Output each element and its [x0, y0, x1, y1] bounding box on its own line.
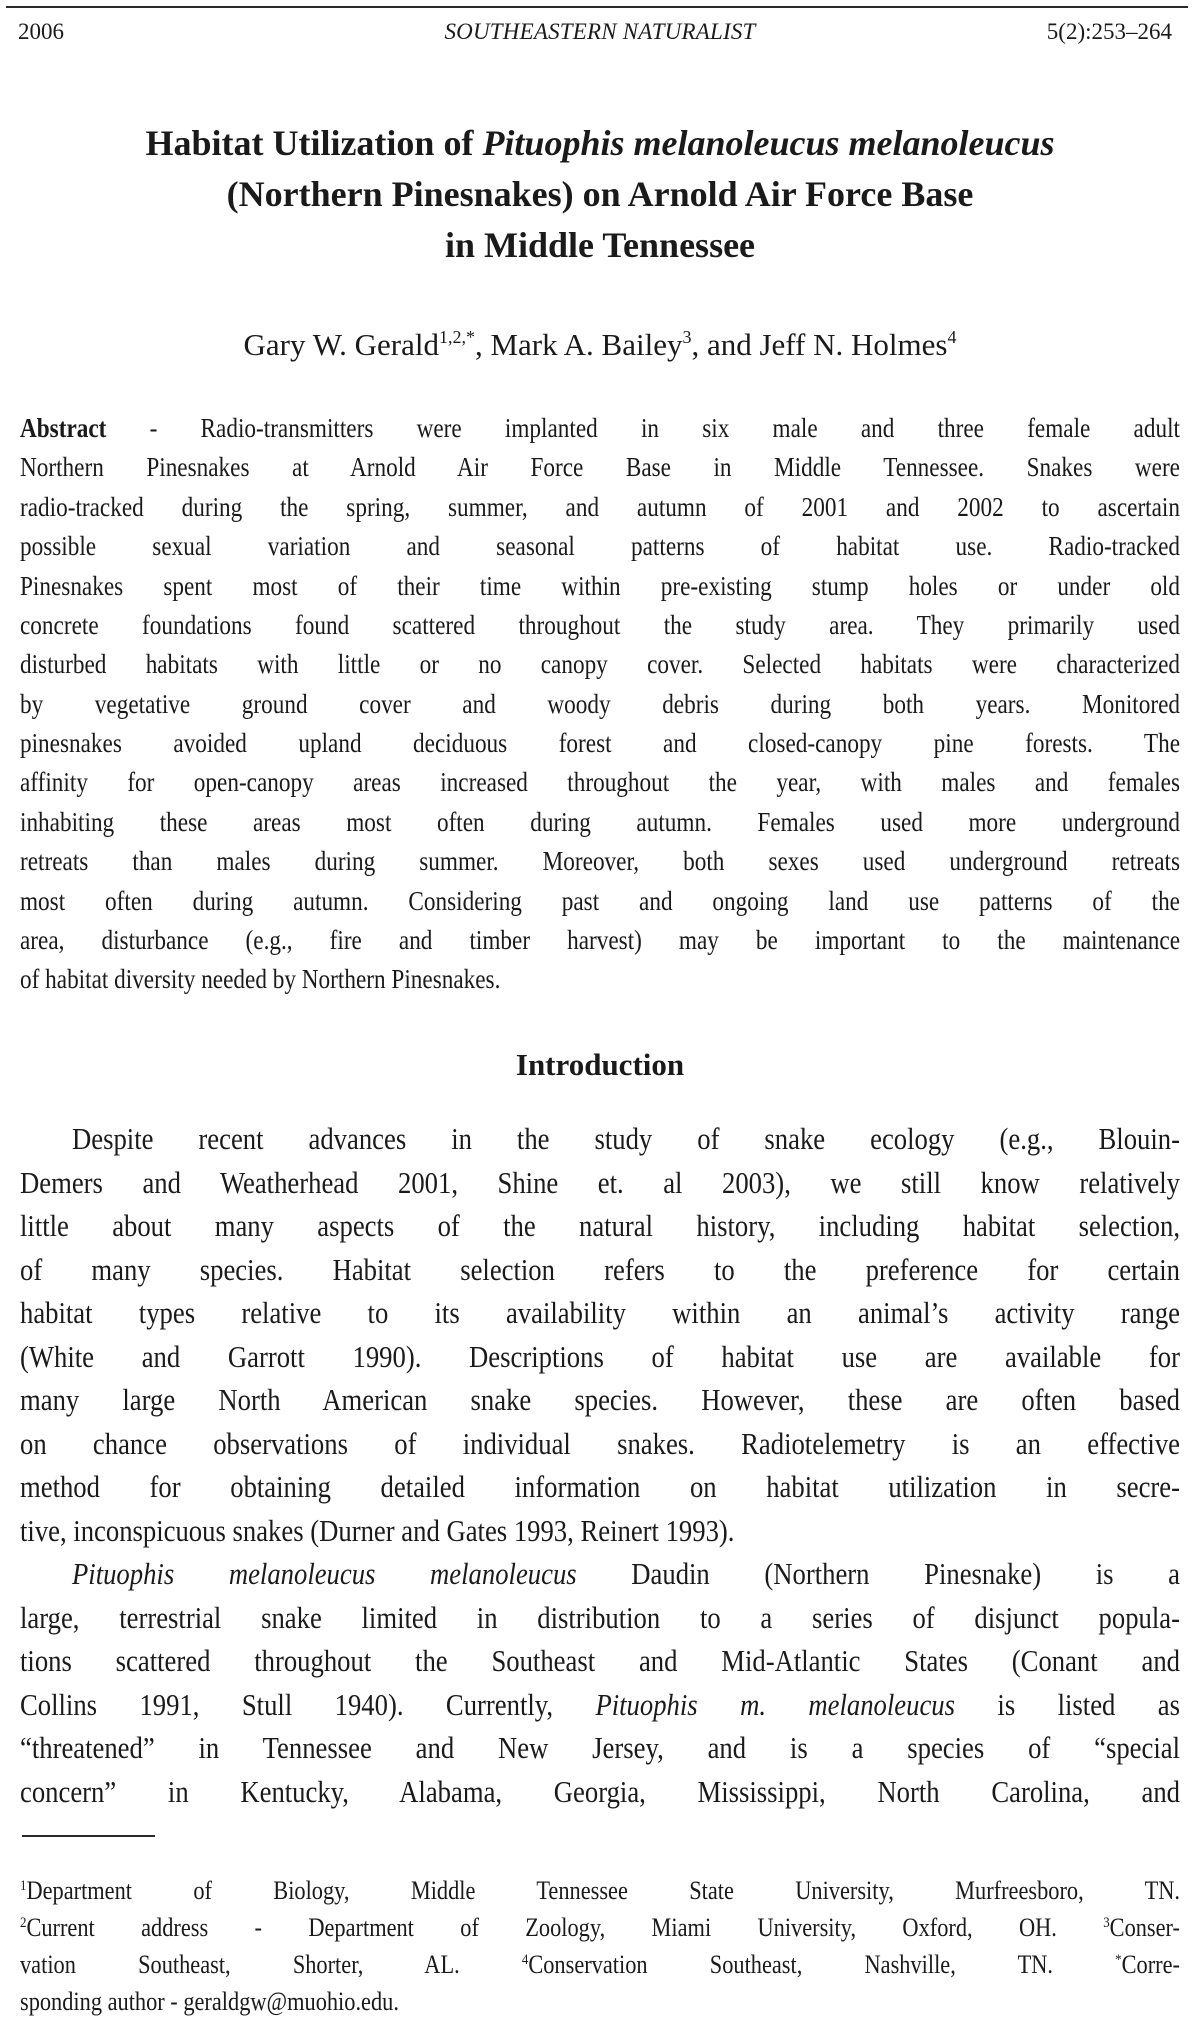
- abstract-text: concrete foundations found scattered throughout the study area. They primarily used: [20, 610, 1180, 640]
- abstract-text: Pinesnakes spent most of their time within pre-existing stump holes or under old: [20, 571, 1180, 601]
- author: [490, 327, 691, 362]
- abstract-line: [20, 567, 1180, 606]
- abstract-text: - Radio-transmitters were implanted in six male and three female adult: [106, 413, 1180, 443]
- author: [244, 327, 475, 362]
- intro-text: Collins 1991, Stull 1940). Currently,: [20, 1687, 596, 1722]
- species-name: Pituophis melanoleucus melanoleucus: [72, 1556, 577, 1591]
- intro-line: [20, 1770, 1180, 1813]
- header-rule: [6, 6, 1188, 8]
- abstract-line: [20, 803, 1180, 842]
- footnote-mark: 4: [521, 1952, 529, 1968]
- footnote-line: [20, 1983, 1180, 2020]
- intro-text: Demers and Weatherhead 2001, Shine et. al 2003), we still know relatively: [20, 1165, 1180, 1200]
- intro-text: tive, inconspicuous snakes (Durner and Gates 1993, Reinert 1993).: [20, 1513, 735, 1548]
- footnote-line: [20, 1872, 1180, 1909]
- author-name: Mark A. Bailey: [490, 327, 683, 362]
- intro-text: on chance observations of individual snakes. Radiotelemetry is an effective: [20, 1426, 1180, 1461]
- intro-line: [20, 1465, 1180, 1508]
- footnote-text: Department of Biology, Middle Tennessee State University, Murfreesboro, TN.: [26, 1876, 1180, 1905]
- intro-text: Daudin (Northern Pinesnake) is a: [576, 1556, 1181, 1591]
- author: [759, 327, 956, 362]
- title-line-2: (Northern Pinesnakes) on Arnold Air Force Base: [226, 174, 974, 214]
- running-head-year: 2006: [18, 19, 64, 44]
- abstract-line: [20, 606, 1180, 645]
- article-title: [0, 118, 1200, 271]
- abstract-text: by vegetative ground cover and woody debris during both years. Monitored: [20, 689, 1180, 719]
- abstract-text: radio-tracked during the spring, summer, and autumn of 2001 and 2002 to ascertain: [20, 492, 1181, 522]
- abstract-text: area, disturbance (e.g., fire and timber harvest) may be important to the maintenance: [20, 925, 1181, 955]
- footnote-line: [20, 1909, 1180, 1946]
- intro-text: many large North American snake species. However, these are often based: [20, 1382, 1181, 1417]
- abstract-text: Northern Pinesnakes at Arnold Air Force Base in Middle Tennessee. Snakes were: [20, 452, 1180, 482]
- species-name: Pituophis m. melanoleucus: [595, 1687, 955, 1722]
- intro-line: [20, 1596, 1180, 1639]
- author-affiliation-mark: 1,2,*: [438, 327, 475, 347]
- intro-line: [20, 1248, 1180, 1291]
- abstract-line: [20, 724, 1180, 763]
- intro-line: [20, 1639, 1180, 1682]
- footnote-mark: *: [1115, 1952, 1122, 1968]
- author-separator: ,: [474, 327, 491, 362]
- abstract-line: [20, 842, 1180, 881]
- title-line-1: [0, 118, 1200, 169]
- abstract-label: Abstract: [20, 413, 107, 443]
- intro-line: [20, 1291, 1180, 1334]
- intro-text: “threatened” in Tennessee and New Jersey, and is a species of “special: [20, 1730, 1180, 1765]
- intro-text: little about many aspects of the natural history, including habitat selection,: [20, 1208, 1180, 1243]
- abstract-text: affinity for open-canopy areas increased throughout the year, with males and females: [20, 767, 1180, 797]
- intro-line: [20, 1683, 1180, 1726]
- abstract-text: inhabiting these areas most often during autumn. Females used more underground: [20, 807, 1181, 837]
- intro-line: [20, 1335, 1180, 1378]
- abstract-line: [20, 448, 1180, 487]
- intro-line: [20, 1378, 1180, 1421]
- footnote-mark: 2: [20, 1915, 27, 1931]
- title-line-3: in Middle Tennessee: [444, 225, 756, 265]
- corresponding-author-email[interactable]: sponding author - geraldgw@muohio.edu.: [20, 1987, 399, 2016]
- footnote-divider: [22, 1835, 155, 1837]
- author-affiliation-mark: 4: [947, 327, 957, 347]
- section-heading-introduction: Introduction: [515, 1047, 685, 1082]
- footnote-mark: 1: [20, 1878, 27, 1894]
- author-list: [0, 325, 1200, 365]
- footnote-line: [20, 1946, 1180, 1983]
- intro-line: [20, 1509, 1180, 1552]
- abstract-line: [20, 645, 1180, 684]
- intro-line: [20, 1552, 1180, 1595]
- running-head: [0, 15, 1200, 49]
- title-species: Pituophis melanoleucus melanoleucus: [482, 123, 1055, 163]
- footnote-text: Current address - Department of Zoology, Miami University, Oxford, OH.: [26, 1913, 1104, 1942]
- abstract-text: retreats than males during summer. Moreover, both sexes used underground retreats: [20, 846, 1181, 876]
- running-head-volume: 5(2):253–264: [1046, 19, 1172, 44]
- intro-text: habitat types relative to its availability within an animal’s activity range: [20, 1295, 1181, 1330]
- author-affiliation-mark: 3: [682, 327, 692, 347]
- abstract-line: [20, 409, 1180, 448]
- author-separator: , and: [691, 327, 760, 362]
- intro-text: tions scattered throughout the Southeast and Mid-Atlantic States (Conant and: [20, 1643, 1180, 1678]
- intro-text: method for obtaining detailed information on habitat utilization in secre-: [20, 1469, 1181, 1504]
- footnote-mark: 3: [1103, 1915, 1110, 1931]
- abstract-text: most often during autumn. Considering past and ongoing land use patterns of the: [20, 886, 1180, 916]
- intro-line: [20, 1422, 1180, 1465]
- abstract-line: [20, 527, 1180, 566]
- abstract-text: of habitat diversity needed by Northern Pinesnakes.: [20, 964, 501, 994]
- footnote-text: Corre-: [1121, 1950, 1180, 1979]
- intro-text: of many species. Habitat selection refers to the preference for certain: [20, 1252, 1181, 1287]
- abstract-line: [20, 488, 1180, 527]
- intro-line: [20, 1204, 1180, 1247]
- intro-text: is listed as: [954, 1687, 1180, 1722]
- footnote-text: vation Southeast, Shorter, AL.: [20, 1950, 522, 1979]
- author-name: Jeff N. Holmes: [759, 327, 948, 362]
- abstract-line: [20, 882, 1180, 921]
- abstract-line: [20, 960, 1180, 999]
- intro-text: (White and Garrott 1990). Descriptions of habitat use are available for: [20, 1339, 1181, 1374]
- intro-text: Despite recent advances in the study of snake ecology (e.g., Blouin-: [72, 1121, 1180, 1156]
- footnote-text: Conservation Southeast, Nashville, TN.: [528, 1950, 1116, 1979]
- footnote-text: Conser-: [1109, 1913, 1181, 1942]
- intro-line: [20, 1117, 1180, 1160]
- intro-line: [20, 1726, 1180, 1769]
- abstract-line: [20, 685, 1180, 724]
- running-head-journal: SOUTHEASTERN NATURALIST: [444, 19, 756, 44]
- abstract-line: [20, 921, 1180, 960]
- abstract-text: possible sexual variation and seasonal patterns of habitat use. Radio-tracked: [20, 531, 1181, 561]
- intro-text: large, terrestrial snake limited in distribution to a series of disjunct popula-: [20, 1600, 1181, 1635]
- author-name: Gary W. Gerald: [243, 327, 439, 362]
- intro-text: concern” in Kentucky, Alabama, Georgia, Mississippi, North Carolina, and: [20, 1774, 1181, 1809]
- abstract-text: disturbed habitats with little or no canopy cover. Selected habitats were characterized: [20, 649, 1181, 679]
- intro-line: [20, 1161, 1180, 1204]
- title-text: Habitat Utilization of: [145, 123, 483, 163]
- abstract-text: pinesnakes avoided upland deciduous forest and closed-canopy pine forests. The: [20, 728, 1181, 758]
- abstract-line: [20, 763, 1180, 802]
